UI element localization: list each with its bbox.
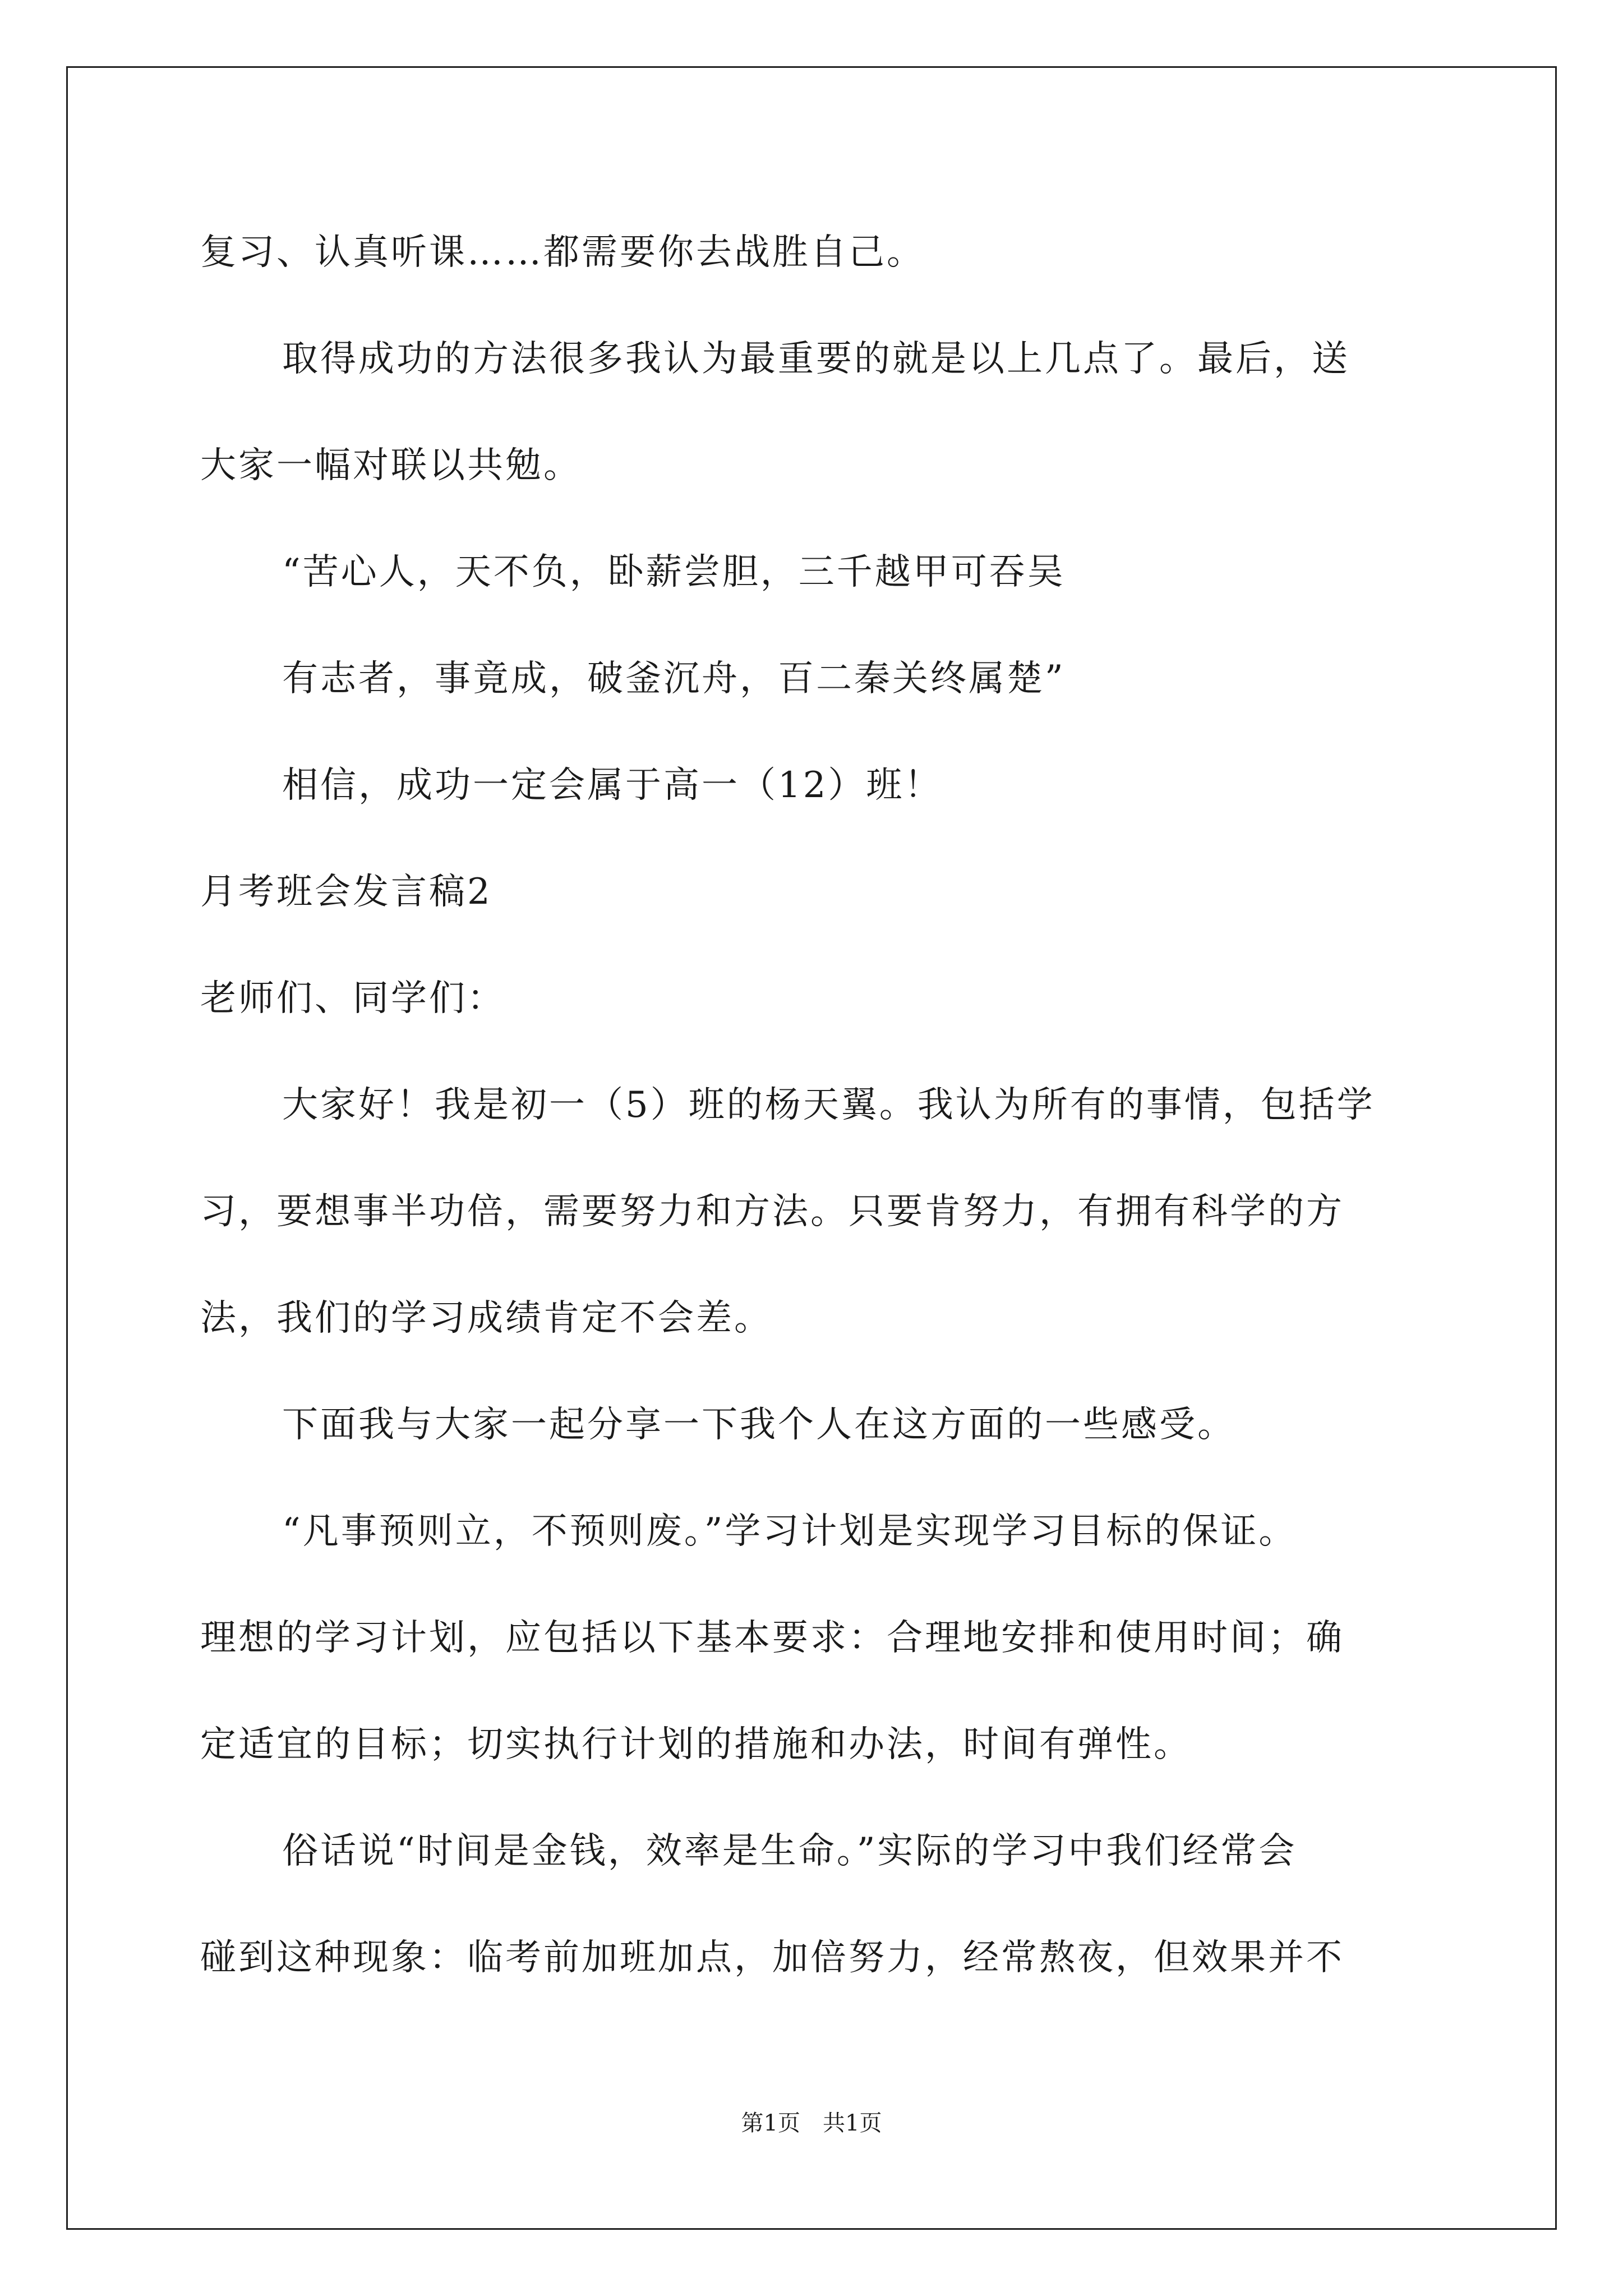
paragraph-line: 习，要想事半功倍，需要努力和方法。只要肯努力，有拥有科学的方 <box>200 1191 1344 1232</box>
paragraph-line: 大家好！我是初一（5）班的杨天翼。我认为所有的事情，包括学 <box>282 1084 1375 1126</box>
paragraph-line: 下面我与大家一起分享一下我个人在这方面的一些感受。 <box>282 1404 1235 1446</box>
paragraph-line: 法，我们的学习成绩肯定不会差。 <box>200 1297 772 1339</box>
page-frame <box>66 66 1557 2230</box>
paragraph-line: 碰到这种现象：临考前加班加点，加倍努力，经常熬夜，但效果并不 <box>200 1937 1344 1978</box>
paragraph-line: 复习、认真听课……都需要你去战胜自己。 <box>200 232 925 273</box>
paragraph-line: 理想的学习计划，应包括以下基本要求：合理地安排和使用时间；确 <box>200 1617 1344 1659</box>
salutation: 老师们、同学们： <box>200 978 505 1019</box>
paragraph-line: 相信，成功一定会属于高一（12）班！ <box>282 765 943 806</box>
section-title: 月考班会发言稿2 <box>200 871 492 913</box>
paragraph-line: 定适宜的目标；切实执行计划的措施和办法，时间有弹性。 <box>200 1724 1192 1765</box>
page-number: 第1页 共1页 <box>741 2110 882 2136</box>
paragraph-line: 取得成功的方法很多我认为最重要的就是以上几点了。最后，送 <box>282 338 1350 380</box>
couplet-line: “苦心人，天不负，卧薪尝胆，三千越甲可吞吴 <box>282 551 1066 593</box>
paragraph-line: “凡事预则立，不预则废。”学习计划是实现学习目标的保证。 <box>282 1511 1297 1552</box>
couplet-line: 有志者，事竟成，破釜沉舟，百二秦关终属楚” <box>282 658 1066 700</box>
paragraph-line: 俗话说“时间是金钱，效率是生命。”实际的学习中我们经常会 <box>282 1830 1297 1872</box>
paragraph-line: 大家一幅对联以共勉。 <box>200 445 582 486</box>
